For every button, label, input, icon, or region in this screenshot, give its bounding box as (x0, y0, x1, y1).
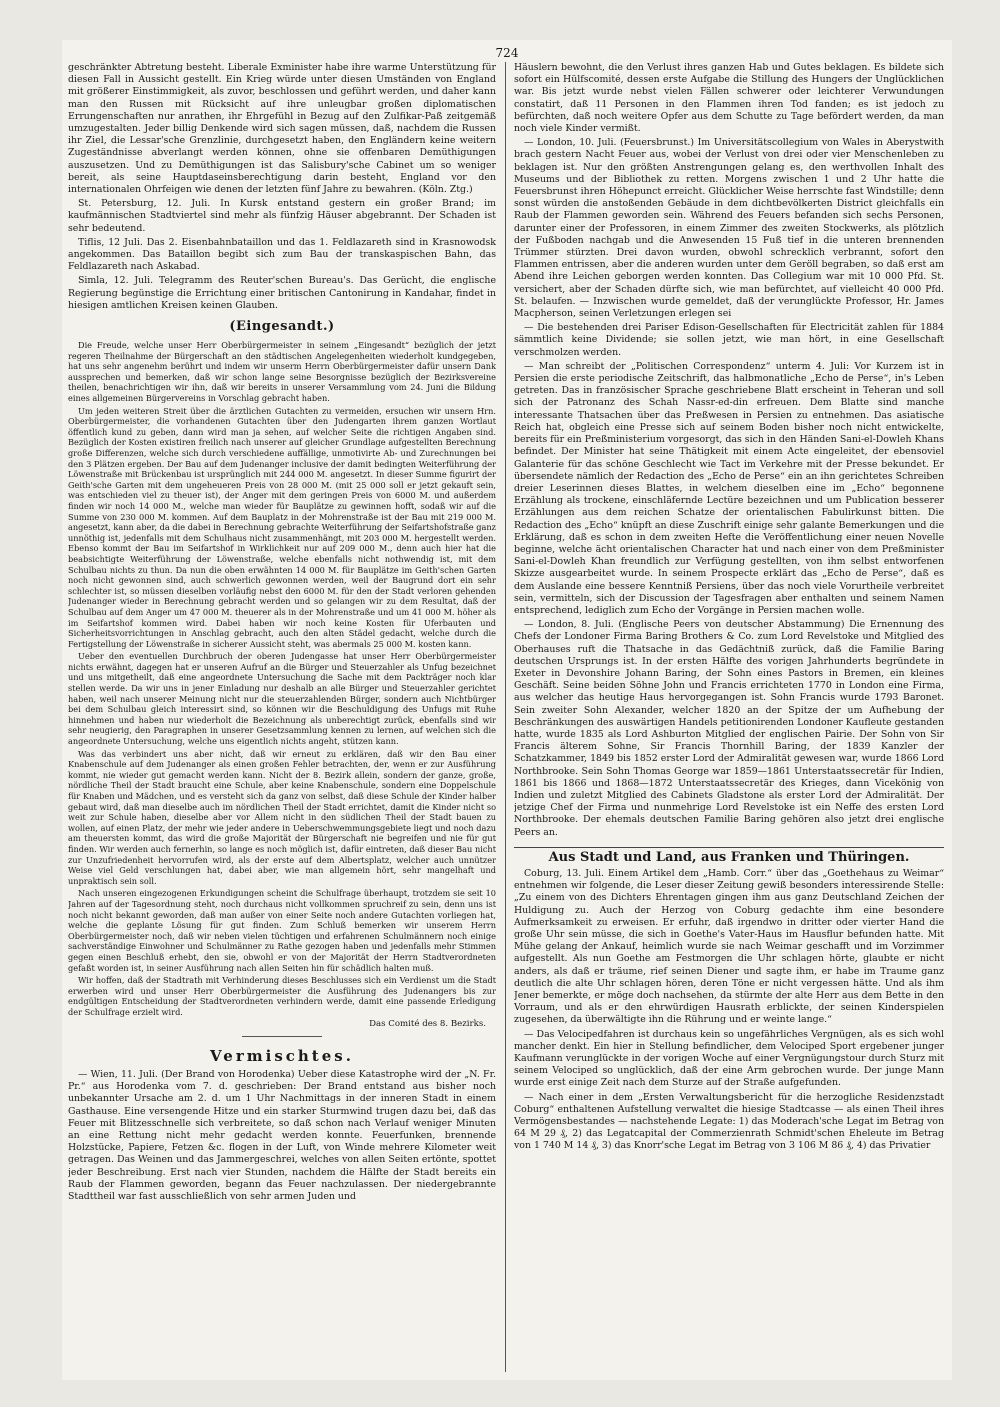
article-legate: — Nach einer in dem „Ersten Verwaltungsbericht für die herzogliche Residenzstadt Coburg“ enthaltenen Aufstellung verwaltet die hiesige Stadtcasse — als einen Theil ihres Vermögensbestandes — nachstehende Legate: 1) das Moderach'sche Legat im Betrag von 64 M 29 ₰, 2) das Legatcapital der Commerzienrath Schmidt'schen Eheleute im Betrag von 1 740 M 14 ₰, 3) das Knorr'sche Legat im Betrag von 3 106 M 86 ₰, 4) das Privatier (514, 1091, 944, 1152)
article-baring: — London, 8. Juli. (Englische Peers von deutscher Abstammung) Die Ernennung des Chefs der Londoner Firma Baring Brothers & Co. zum Lord Revelstoke und Mitglied des Oberhauses ruft die Thatsache in das Gedächtniß zurück, daß die Familie Baring deutschen Ursprungs ist. In der ersten Hälfte des vorigen Jahrhunderts begründete in Exeter in Devonshire Johann Baring, der Sohn eines Pastors in Bremen, ein kleines Geschäft. Seine beiden Söhne John und Francis errichteten 1770 in London eine Firma, aus welcher das heutige Haus hervorgegangen ist. Sohn Francis wurde 1793 Baronet. Sein zweiter Sohn Alexander, welcher 1820 an der Spitze der um Aufhebung der Beschränkungen des auswärtigen Handels petitionirenden Londoner Kaufleute gestanden hatte, wurde 1835 als Lord Ashburton Mitglied der englischen Pairie. Der Sohn von Sir Francis älterem Sohne, Sir Francis Thornhill Baring, der 1839 Kanzler der Schatzkammer, 1849 bis 1852 erster Lord der Admiralität gewesen war, wurde 1866 Lord Northbrooke. Sein Sohn Thomas George war 1859—1861 Unterstaatssecretär für Indien, 1861 bis 1866 und 1868—1872 Unterstaatssecretär des Krieges, dann Vicekönig von Indien und zuletzt Mitglied des Cabinets Gladstone als erster Lord der Admiralität. Der jetzige Chef der Firma und nunmehrige Lord Revelstoke ist ein Neffe des ersten Lord Northbrooke. Der ehemals deutschen Familie Baring gehören also jetzt drei englische Peers an. (514, 619, 944, 838)
article-echo-de-perse: — Man schreibt der „Politischen Correspondenz“ unterm 4. Juli: Vor Kurzem ist in Persien die erste periodische Zeitschrift, das halbmonatliche „Echo de Perse“, in's Leben getreten. Das in französischer Sprache geschriebene Blatt erscheint in Teheran und soll sich der Patronanz des Schah Nassr-ed-din erfreuen. Dem Blatte sind manche interessante Thatsachen über das Preßwesen in Persien zu entnehmen. Das asiatische Reich hat, obgleich eine Presse sich auf seinem Boden bisher noch nicht entwickelte, bereits für ein Preßministerium vorgesorgt, das sich in den Händen Sani-el-Dowleh Khans befindet. Der Minister hat seine Thätigkeit mit einem Acte eingeleitet, der ebensoviel Galanterie für das schöne Geschlecht wie Tact im Verkehre mit der Presse bekundet. Er übersendete nämlich der Redaction des „Echo de Perse“ ein an ihn gerichtetes Schreiben dreier Leserinnen dieses Blattes, in welchem dieselben eine im „Echo“ begonnene Erzählung als trockene, einschläfernde Lectüre bezeichnen und um Publication besserer Erzählungen aus dem reichen Schatze der orientalischen Fabulirkunst bitten. Die Redaction des „Echo“ knüpft an diese Zuschrift einige sehr galante Bemerkungen und die Erklärung, daß es schon in dem zweiten Hefte die Veröffentlichung einer neuen Novelle beginne, welche ächt orientalischen Character hat und nach einer von dem Preßminister Sani-el-Dowleh Khan freundlich zur Verfügung gestellten, von ihm selbst entworfenen Skizze ausgearbeitet wurde. In seinem Prospecte erklärt das „Echo de Perse“, daß es dem Auslande eine bessere Kenntniß Persiens, über das noch viele Vorurtheile verbreitet sein, vermitteln, sich der Discussion der Tagesfragen aber enthalten und seinem Namen entsprechend, lediglich zum Echo der Vorgänge in Persien machen wolle. (514, 360, 944, 616)
eingesandt-paragraph: Was das verbindert uns aber nicht, daß wir erneut zu erklären, daß wir den Bau einer Knabenschule auf dem Judenanger als einen großen Fehler betrachten, der, wenn er zur Ausführung kommt, nie wieder gut gemacht werden kann. Nicht der 8. Bezirk allein, sondern der ganze, große, nördliche Theil der Stadt braucht eine Schule, aber keine Knabenschule, sondern eine Doppelschule für Knaben und Mädchen, und es versteht sich da ganz von selbst, daß diese Schule der Kinder halber gebaut wird, daß man dieselbe auch im nördlichen Theil der Stadt errichtet, damit die Kinder nicht so weit zur Schule haben, dieselbe aber vor Allem nicht in den südlichen Theil der Stadt bauen zu wollen, auf einen Platz, der mehr wie jeder andere in Ueberschwemmungsgebiete liegt und noch dazu am theuersten kommt, das wird die große Majorität der Bürgerschaft nie begreifen und nie für gut finden. Wir werden auch fernerhin, so lange es noch möglich ist, dafür eintreten, daß dieser Bau nicht zur Unzufriedenheit hervorrufen wird, als der erste auf dem Albertsplatz, welcher auch unnützer Weise viel Geld verschlungen hat, dabei aber, wie man allgemein hört, sehr mangelhaft und unpraktisch sein soll. (68, 748, 496, 886)
page-number: 724 (495, 46, 519, 60)
divider (242, 1036, 322, 1037)
article-paragraph: geschränkter Abtretung besteht. Liberale Exminister habe ihre warme Unterstützung für diesen Fall in Aussicht gestellt. Ein Krieg würde unter diesen Umständen von England mit größerer Einstimmigkeit, als zuvor, beschlossen und geführt werden, und daher kann man den Russen mit Rücksicht auf ihre unleugbar großen diplomatischen Errungenschaften nur anrathen, ihr Ehrgefühl in Bezug auf den Zulfikar-Paß zeitgemäß umzugestalten. Jeder billig Denkende wird sich sagen müssen, daß, nachdem die Russen ihr Ziel, die Lessar'sche Grenzlinie, durchgesetzt haben, den Engländern keine weitern Zugeständnisse abverlangt werden können, ohne sie offenbaren Demüthigungen auszusetzen. Und zu Demüthigungen ist das Salisbury'sche Cabinet um so weniger bereit, als seine Hauptdaseinsberechtigung darin besteht, England vor den internationalen Ohrfeigen wie denen der letzten fünf Jahre zu bewahren. (Köln. Ztg.) (68, 62, 496, 196)
article-edison: — Die bestehenden drei Pariser Edison-Gesellschaften für Electricität zahlen für 1884 sämmtlich keine Dividende; sie sollen jetzt, wie man hört, in eine Gesellschaft verschmolzen werden. (514, 322, 944, 358)
article-london-fire: — London, 10. Juli. (Feuersbrunst.) Im Universitätscollegium von Wales in Aberystwith brach gestern Nacht Feuer aus, wobei der Verlust von drei oder vier Menschenleben zu beklagen ist. Nur den größten Anstrengungen gelang es, den werthvollen Inhalt des Museums und der Bibliothek zu retten. Morgens zwischen 1 und 2 Uhr hatte die Feuersbrunst ihren Höhepunct erreicht. Glücklicher Weise herrschte fast Windstille; denn sonst würden die anstoßenden Gebäude in dem dichtbevölkerten District gleichfalls ein Raub der Flammen geworden sein. Während des Feuers befanden sich sechs Personen, darunter einer der Professoren, in einem Zimmer des zweiten Stockwerks, als plötzlich der Fußboden nachgab und die Anwesenden 15 Fuß tief in die unteren brennenden Trümmer stürzten. Drei davon wurden, obwohl schrecklich verbrannt, sofort den Flammen entrissen, aber die anderen wurden unter dem Geröll begraben, so daß erst am Abend ihre Leichen geborgen werden konnten. Das Collegium war mit 10 000 Pfd. St. versichert, aber der Schaden dürfte sich, wie man befürchtet, auf vielleicht 40 000 Pfd. St. belaufen. — Inzwischen wurde gemeldet, daß der verunglückte Professor, Hr. James Macpherson, seinen Verletzungen erlegen sei (514, 137, 944, 320)
article-simla: Simla, 12. Juli. Telegramm des Reuter'schen Bureau's. Das Gerücht, die englische Regierung begünstige die Errichtung einer britischen Cantonirung in Kandahar, findet in hiesigen amtlichen Kreisen keinen Glauben. (68, 275, 496, 311)
article-st-petersburg: St. Petersburg, 12. Juli. In Kursk entstand gestern ein großer Brand; im kaufmännischen Stadtviertel sind mehr als fünfzig Häuser abgebrannt. Der Schaden ist sehr bedeutend. (68, 198, 496, 234)
column-rule (505, 62, 506, 1372)
section-heading-stadt-und-land: Aus Stadt und Land, aus Franken und Thüringen. (514, 847, 944, 864)
article-velociped: — Das Velocipedfahren ist durchaus kein so ungefährliches Vergnügen, als es sich wohl mancher denkt. Ein hier in Stellung befindlicher, dem Velociped Sport ergebener junger Kaufmann verunglückte in der vorigen Woche auf einer Vergnügungstour durch Sturz mit seinem Velociped so unglücklich, daß der eine Arm gebrochen wurde. Der junge Mann wurde erst einige Zeit nach dem Sturze auf der Straße aufgefunden. (514, 1028, 944, 1089)
eingesandt-paragraph: Die Freude, welche unser Herr Oberbürgermeister in seinem „Eingesandt“ bezüglich der jetzt regeren Theilnahme der Bürgerschaft an den städtischen Angelegenheiten wiederholt kundgegeben, hat uns sehr angenehm berührt und indem wir unserm Herrn Oberbürgermeister dafür unsern Dank aussprechen und bemerken, daß wir schon lange seine Besorgnisse bezüglich der Bezirksvereine theilen, benachrichtigen wir ihn, daß wir bereits in unserer Versammlung vom 24. Juni die Bildung eines allgemeinen Bürgervereins in Vorschlag gebracht haben. (68, 340, 496, 404)
left-column (68, 62, 496, 1372)
eingesandt-body (68, 340, 496, 1030)
eingesandt-paragraph: Wir hoffen, daß der Stadtrath mit Verhinderung dieses Beschlusses sich ein Verdienst um die Stadt erwerben wird und unser Herr Oberbürgermeister die Ausführung des Judenangers bis zur endgültigen Entscheidung der Stadtverordneten verhindern werde, damit eine passende Erledigung der Schulfrage erzielt wird. (68, 975, 496, 1017)
signature: Das Comité des 8. Bezirks. (369, 1019, 486, 1030)
article-tiflis: Tiflis, 12 Juli. Das 2. Eisenbahnbataillon und das 1. Feldlazareth sind in Krasnowodsk angekommen. Das Bataillon begibt sich zum Bau der transkaspischen Bahn, das Feldlazareth nach Askabad. (68, 236, 496, 273)
article-wien: — Wien, 11. Juli. (Der Brand von Horodenka) Ueber diese Katastrophe wird der „N. Fr. Pr.“ aus Horodenka vom 7. d. geschrieben: Der Brand entstand aus bisher noch unbekannter Ursache am 2. d. um 1 Uhr Nachmittags in der inneren Stadt in einem Gasthause. Eine versengende Hitze und ein starker Sturmwind trugen dazu bei, daß das Feuer mit Blitzesschnelle sich verbreitete, so daß schon nach Verlauf weniger Minuten an eine Rettung nicht mehr gedacht werden konnte. Feuerfunken, brennende Holzstücke, Papiere, Fetzen &c. flogen in der Luft, von Winde mehrere Kilometer weit getragen. Das Weinen und das Jammergeschrei, welches von allen Seiten ertönte, spottet jeder Beschreibung. Erst nach vier Stunden, nachdem die Hälfte der Stadt bereits ein Raub der Flammen geworden, begann das Feuer nachzulassen. Der niedergebrannte Stadttheil war fast ausschließlich von sehr armen Juden und (68, 1069, 496, 1203)
section-heading-vermischtes: Vermischtes. (210, 1047, 354, 1066)
article-paragraph: Häuslern bewohnt, die den Verlust ihres ganzen Hab und Gutes beklagen. Es bildete sich sofort ein Hülfscomité, dessen erste Aufgabe die Stillung des Hungers der Unglücklichen war. Bis jetzt wurde nebst vielen Fällen schwerer oder leichterer Verwundungen constatirt, daß 11 Personen in den Flammen ihren Tod fanden; es ist jedoch zu befürchten, daß noch weitere Opfer aus dem Schutte zu Tage befördert werden, da man noch viele Kinder vermißt. (514, 62, 944, 135)
eingesandt-paragraph: Nach unseren eingezogenen Erkundigungen scheint die Schulfrage überhaupt, trotzdem sie seit 10 Jahren auf der Tagesordnung steht, noch durchaus nicht vollkommen spruchreif zu sein, denn uns ist noch nicht bekannt geworden, daß man außer von einer Seite noch andere Gutachten vorliegen hat, welche die geplante Lösung für gut finden. Zum Schluß bemerken wir unserem Herrn Oberbürgermeister noch, daß wir neben vielen tüchtigen und erfahrenen Schulmännern noch einige sachverständige Einwohner und Schulmänner zu Rathe gezogen haben und jedenfalls mehr Stimmen gegen einen Beschluß erhebt, den sie, obwohl er von der Majorität der Herrn Stadtverordneten gefaßt worden ist, in seiner Ausführung nach allen Seiten hin für schädlich halten muß. (68, 888, 496, 973)
eingesandt-paragraph: Um jeden weiteren Streit über die ärztlichen Gutachten zu vermeiden, ersuchen wir unsern Hrn. Oberbürgermeister, die vorhandenen Gutachten über den Judengarten ihrem ganzen Wortlaut öffentlich kund zu geben, dann wird man ja sehen, auf welcher Seite die richtigen Angaben sind. Bezüglich der Kosten existiren freilich nach unserer auf gleicher Grundlage aufgestellten Berechnung große Differenzen, welche sich durch verschiedene auffällige, unmotivirte Ab- und Zurechnungen bei den 3 Plätzen ergeben. Der Bau auf dem Judenanger inclusive der damit bedingten Weiterführung der Löwenstraße mit Brückenbau ist ursprünglich mit 244 000 M. angesetzt. In dieser Summe figurirt der Geith'sche Garten mit dem ungeheueren Preis von 28 000 M. (mit 25 000 soll er jetzt gekauft sein, was entschieden viel zu theuer ist), der Anger mit dem geringen Preis von 6000 M. und außerdem finden wir noch 14 000 M., welche man wieder für Bauplätze zu gewinnen hofft, sodaß wir auf die Summe von 230 000 M. kommen. Auf dem Bauplatz in der Mohrenstraße ist der Bau mit 219 000 M. angesetzt, kann aber, da die dabei in Berechnung gebrachte Weiterführung der Seifartshofstraße ganz unnöthig ist, jedenfalls mit dem Schulhaus nicht zusammenhängt, mit 203 000 M. hergestellt werden. Ebenso kommt der Bau im Seifartshof in Wirklichkeit nur auf 209 000 M., denn auch hier hat die beabsichtigte Weiterführung der Löwenstraße, welche ebenfalls nicht nothwendig ist, mit dem Schulbau nichts zu thun. Da nun die oben erwähnten 14 000 M. für Bauplätze im Geith'schen Garten noch nicht gewonnen sind, auch schwerlich gewonnen werden, weil der Baugrund dort ein sehr schlechter ist, so müssen dieselben vorläufig nebst den 6000 M. für den der Stadt verloren gehenden Judenanger wieder in Berechnung gebracht werden und so gelangen wir zu dem Resultat, daß der Schulbau auf dem Anger um 47 000 M. theuerer als in der Mohrenstraße und um 41 000 M. höher als im Seifartshof kommen wird. Dabei haben wir noch keine Kosten für Uferbauten und Sicherheitsvorrichtungen in Anschlag gebracht, auch den alten Städel gedacht, welche durch die Fertigstellung der Löwenstraße in sicherer Aussicht steht, was abermals 25 000 M. kosten kann. (68, 405, 496, 649)
eingesandt-paragraph: Ueber den eventuellen Durchbruch der oberen Judengasse hat unser Herr Oberbürgermeister nichts erwähnt, dagegen hat er unseren Aufruf an die Bürger und Steuerzahler als Unfug bezeichnet und uns mitgetheilt, daß eine angeordnete Untersuchung die Sache mit dem Packträger noch klar stellen werde. Da wir uns in jener Einladung nur deshalb an alle Bürger und Steuerzahler gerichtet haben, weil nach unserer Meinung nicht nur die steuerzahlenden Bürger, sondern auch Nichtbürger bei dem Schulbau gleich interessirt sind, so können wir die Beschuldigung des Unfugs mit Ruhe hinnehmen und haben nur wiederholt die Bezeichnung als unberechtigt zurück, ebenfalls sind wir sehr neugierig, den Paragraphen in unserer Gesetzsammlung kennen zu lernen, auf welchen sich die angeordnete Untersuchung, welche uns eigentlich nichts angeht, stützen kann. (68, 651, 496, 747)
right-column (514, 62, 944, 1372)
article-coburg: Coburg, 13. Juli. Einem Artikel dem „Hamb. Corr.“ über das „Goethehaus zu Weimar“ entnehmen wir folgende, die Leser dieser Zeitung gewiß besonders interessirende Stelle: „Zu einem von des Dichters Ehrentagen gingen ihm aus ganz Deutschland Zeichen der Huldigung zu. Auch der Herzog von Coburg gedachte ihm eine besondere Aufmerksamkeit zu erweisen. Er erfuhr, daß irgendwo in dritter oder vierter Hand die große Uhr sein müsse, die sich in Goethe's Vater-Haus im Hausflur befunden hatte. Mit Mühe gelang der Ankauf, heimlich wurde sie nach Weimar geschafft und im Vorzimmer aufgestellt. Als nun Goethe am Festmorgen die Uhr schlagen hörte, glaubte er nicht anders, als daß er träume, rief seinen Diener und sagte ihm, er habe im Traume ganz deutlich die alte Uhr schlagen hören, deren Töne er nicht vergessen hätte. Und als ihm Jener bemerkte, er möge doch nachsehen, da stürmte der alte Herr aus dem Bette in den Vorraum, und als er den ehrwürdigen Hausrath erblickte, der seinen Kinderspielen zugesehen, da überwältigte ihn die Rührung und er weinte lange.“ (514, 868, 944, 1026)
newspaper-page (62, 40, 952, 1380)
section-heading-eingesandt: (Eingesandt.) (229, 319, 335, 335)
